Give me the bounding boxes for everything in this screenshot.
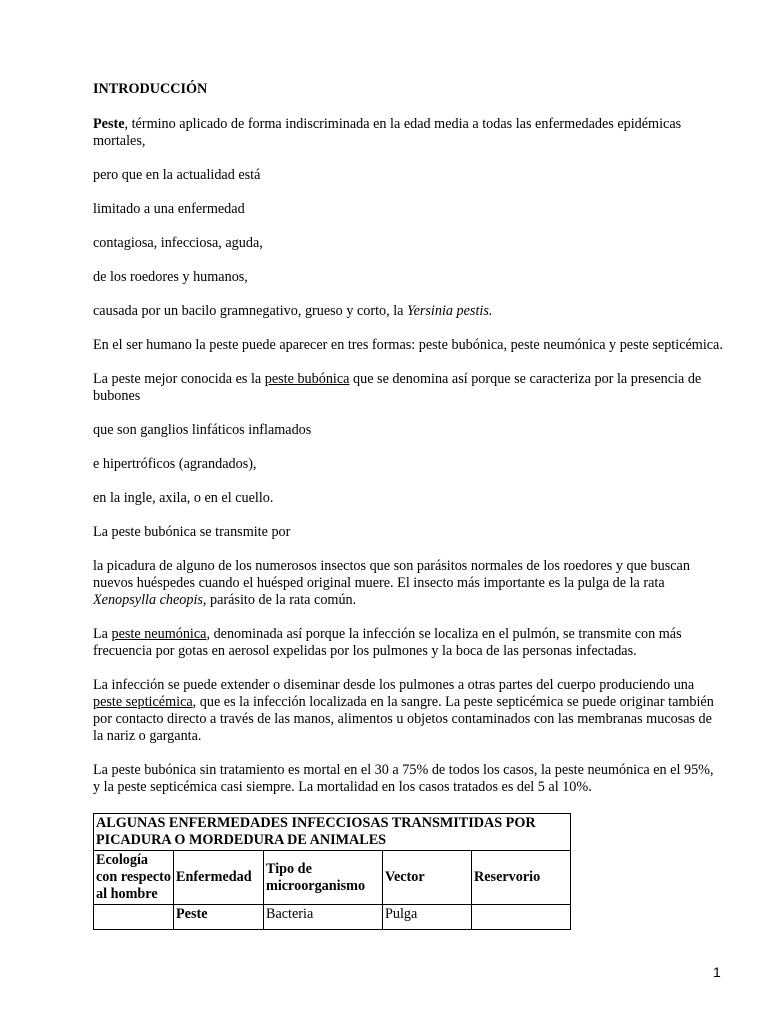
cell-vector: Pulga [383, 905, 472, 930]
paragraph-3: limitado a una enfermedad [93, 201, 245, 217]
paragraph-8 [93, 371, 723, 405]
table-row [94, 905, 571, 930]
species-xenopsylla: Xenopsylla cheopis, [93, 592, 207, 608]
cell-tipo: Bacteria [264, 905, 383, 930]
table-caption: ALGUNAS ENFERMEDADES INFECCIOSAS TRANSMITIDAS POR PICADURA O MORDEDURA DE ANIMALES [94, 814, 571, 851]
paragraph-15-after: , que es la infección localizada en la sangre. La peste septicémica se puede originar también por contacto directo a través de las manos, alimentos u objetos contaminados con las membranas mucosas de la nariz o garganta. [93, 694, 714, 744]
paragraph-11: en la ingle, axila, o en el cuello. [93, 490, 274, 506]
cell-ecologia [94, 905, 174, 930]
link-peste-neumonica[interactable]: peste neumónica [111, 626, 207, 642]
paragraph-1-text: , término aplicado de forma indiscriminada en la edad media a todas las enfermedades epidémicas mortales, [93, 116, 682, 149]
paragraph-9: que son ganglios linfáticos inflamados [93, 422, 312, 438]
paragraph-4: contagiosa, infecciosa, aguda, [93, 235, 263, 251]
header-ecologia: Ecología con respecto al hombre [94, 851, 174, 905]
paragraph-6-text: causada por un bacilo gramnegativo, grueso y corto, la [93, 303, 407, 319]
paragraph-15-before: La infección se puede extender o diseminar desde los pulmones a otras partes del cuerpo produciendo una [93, 677, 695, 693]
cell-reservorio [472, 905, 571, 930]
paragraph-13-text: la picadura de alguno de los numerosos insectos que son parásitos normales de los roedores y que buscan nuevos huéspedes cuando el huésped original muere. El insecto más importante es la pulga de la rata [93, 558, 690, 591]
paragraph-14-before: La [93, 626, 112, 642]
paragraph-10: e hipertróficos (agrandados), [93, 456, 257, 472]
diseases-table [93, 813, 571, 930]
paragraph-7: En el ser humano la peste puede aparecer en tres formas: peste bubónica, peste neumónica y peste septicémica. [93, 337, 723, 353]
paragraph-1 [93, 116, 723, 150]
page-number: 1 [713, 964, 721, 980]
table-header-row [94, 851, 571, 905]
paragraph-6 [93, 303, 723, 320]
header-tipo: Tipo de microorganismo [264, 851, 383, 905]
paragraph-8-after: que se denomina así porque se caracteriza por la presencia de bubones [93, 371, 702, 404]
header-vector: Vector [383, 851, 472, 905]
link-peste-bubonica[interactable]: peste bubónica [264, 371, 350, 387]
cell-enfermedad: Peste [174, 905, 264, 930]
species-yersinia: Yersinia pestis. [407, 303, 493, 319]
paragraph-14-after: , denominada así porque la infección se localiza en el pulmón, se transmite con más frecuencia por gotas en aerosol expelidas por los pulmones y la boca de las personas infectadas. [93, 626, 682, 659]
header-reservorio: Reservorio [472, 851, 571, 905]
paragraph-8-before: La peste mejor conocida es la [93, 371, 265, 387]
paragraph-13-after: parásito de la rata común. [206, 592, 357, 608]
document-body [93, 81, 723, 930]
paragraph-2: pero que en la actualidad está [93, 167, 261, 183]
header-enfermedad: Enfermedad [174, 851, 264, 905]
term-peste: Peste [93, 116, 125, 132]
table-caption-row [94, 814, 571, 851]
section-title: INTRODUCCIÓN [93, 81, 208, 97]
paragraph-5: de los roedores y humanos, [93, 269, 248, 285]
paragraph-13 [93, 558, 723, 609]
paragraph-12: La peste bubónica se transmite por [93, 524, 291, 540]
paragraph-16: La peste bubónica sin tratamiento es mortal en el 30 a 75% de todos los casos, la peste neumónica en el 95%, y la peste septicémica casi siempre. La mortalidad en los casos tratados es del 5 al 10%. [93, 762, 714, 795]
paragraph-15 [93, 677, 723, 745]
paragraph-14 [93, 626, 723, 660]
link-peste-septicemica[interactable]: peste septicémica [93, 694, 193, 710]
